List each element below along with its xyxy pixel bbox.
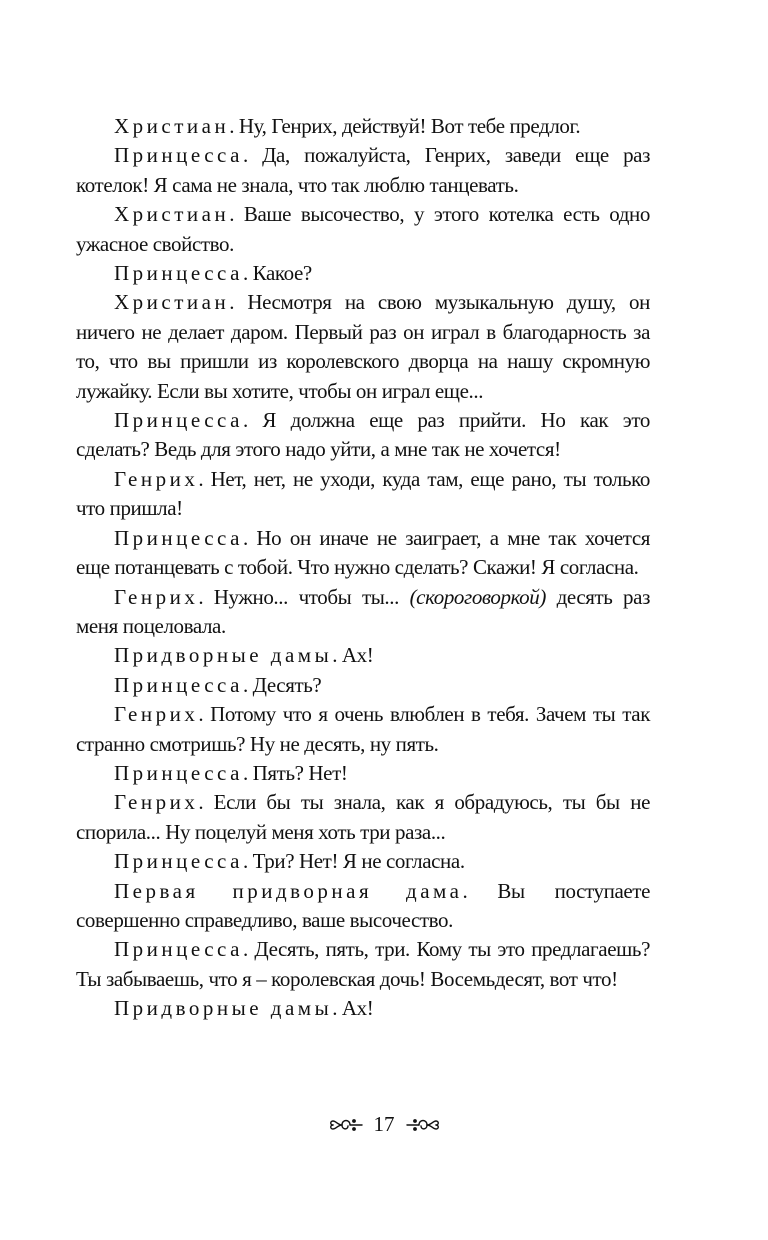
dialogue-line: Придворные дамы. Ах! — [114, 643, 374, 668]
speaker-name: Принцесса — [114, 672, 243, 697]
line-text: Если бы ты знала, как я обрадуюсь, ты бы не спорила... Ну поцелуй меня хоть три раза... — [76, 790, 650, 844]
line-text: Ах! — [341, 996, 374, 1021]
speaker-name: Генрих — [114, 466, 199, 491]
speaker-name: Принцесса — [114, 760, 243, 785]
speaker-name: Христиан — [114, 114, 230, 138]
line-text: Да, пожалуйста, Генрих, заведи еще раз котелок! Я сама не знала, что так люблю танцевать. — [76, 143, 650, 197]
dialogue-line: Принцесса. Десять? — [114, 672, 322, 697]
line-text-after: десять раз меня поцеловала. — [76, 584, 650, 638]
page-number: 17 — [373, 1112, 395, 1136]
dialogue-line: Принцесса. Какое? — [114, 261, 312, 286]
dialogue-line: Принцесса. Да, пожалуйста, Генрих, заведи еще раз котелок! Я сама не знала, что так люблю танцевать. — [76, 143, 650, 197]
scroll-ornament-icon — [405, 1115, 441, 1135]
dialogue-line: Принцесса. Три? Нет! Я не согласна. — [114, 849, 465, 874]
line-text: Несмотря на свою музыкальную душу, он ничего не делает даром. Первый раз он играл в благодарность за то, что вы пришли из королевского дворца на нашу скромную лужайку. Если вы хотите, чтобы он играл еще... — [76, 290, 650, 403]
line-text: Какое? — [252, 261, 312, 286]
line-text: Ну, Генрих, действуй! Вот тебе предлог. — [238, 114, 581, 138]
dialogue-line: Первая придворная дама. Вы поступаете совершенно справедливо, ваше высочество. — [76, 878, 651, 932]
dialogue-line: Генрих. Потому что я очень влюблен в тебя. Зачем ты так странно смотришь? Ну не десять, ну пять. — [76, 702, 650, 756]
dialogue-line: Христиан. Ну, Генрих, действуй! Вот тебе предлог. — [114, 114, 581, 138]
dialogue-line: Христиан. Ваше высочество, у этого котелка есть одно ужасное свойство. — [76, 202, 650, 256]
line-text: Потому что я очень влюблен в тебя. Зачем ты так странно смотришь? Ну не десять, ну пять. — [76, 702, 650, 756]
speaker-name: Принцесса — [114, 849, 243, 874]
line-text: Три? Нет! Я не согласна. — [252, 849, 465, 874]
speaker-name: Принцесса — [114, 408, 243, 433]
speaker-name: Принцесса — [114, 261, 243, 286]
dialogue-line: Христиан. Несмотря на свою музыкальную душу, он ничего не делает даром. Первый раз он играл в благодарность за то, что вы пришли из королевского дворца на нашу скромную лужайку. Если вы хотите, чтобы он играл еще... — [76, 290, 650, 403]
speaker-name: Генрих — [114, 702, 199, 727]
speaker-name: Принцесса — [114, 143, 243, 168]
line-text: Нужно... чтобы ты... — [213, 584, 399, 609]
line-text: Я должна еще раз прийти. Но как это сделать? Ведь для этого надо уйти, а мне так не хочется! — [76, 408, 650, 462]
speaker-name: Принцесса — [114, 937, 243, 962]
speaker-name: Первая придворная дама — [114, 878, 463, 903]
dialogue-line: Принцесса. Но он иначе не заиграет, а мне так хочется еще потанцевать с тобой. Что нужно сделать? Скажи! Я согласна. — [76, 525, 651, 580]
dialogue-line: Генрих. Нет, нет, не уходи, куда там, еще рано, ты только что пришла! — [76, 466, 650, 521]
page-footer — [0, 1112, 768, 1137]
play-text — [76, 112, 650, 1024]
line-text: Пять? Нет! — [252, 760, 348, 785]
line-text: Десять, пять, три. Кому ты это предлагаешь? Ты забываешь, что я – королевская дочь! Восемьдесят, вот что! — [76, 937, 650, 991]
speaker-name: Принцесса — [114, 525, 243, 550]
line-text: Нет, нет, не уходи, куда там, еще рано, ты только что пришла! — [76, 466, 650, 521]
dialogue-line: Принцесса. Я должна еще раз прийти. Но как это сделать? Ведь для этого надо уйти, а мне так не хочется! — [76, 408, 650, 462]
speaker-name: Христиан — [114, 202, 230, 227]
speaker-name: Придворные дамы — [114, 643, 333, 668]
dialogue-line: Принцесса. Десять, пять, три. Кому ты это предлагаешь? Ты забываешь, что я – королевская дочь! Восемьдесят, вот что! — [76, 937, 650, 991]
line-text: Вы поступаете совершенно справедливо, ваше высочество. — [76, 878, 651, 932]
line-text: Но он иначе не заиграет, а мне так хочется еще потанцевать с тобой. Что нужно сделать? Скажи! Я согласна. — [76, 525, 651, 580]
speaker-name: Христиан — [114, 290, 230, 315]
dialogue-line: Придворные дамы. Ах! — [114, 996, 374, 1021]
line-text: Ваше высочество, у этого котелка есть одно ужасное свойство. — [76, 202, 650, 256]
speaker-name: Придворные дамы — [114, 996, 333, 1021]
speaker-name: Генрих — [114, 584, 199, 609]
stage-direction: (скороговоркой) — [409, 584, 546, 609]
dialogue-line: Принцесса. Пять? Нет! — [114, 760, 348, 785]
dialogue-line: Генрих. Нужно... чтобы ты... (скороговоркой) десять раз меня поцеловала. — [76, 584, 650, 638]
line-text: Десять? — [252, 672, 322, 697]
speaker-name: Генрих — [114, 790, 199, 815]
scroll-ornament-icon — [328, 1115, 364, 1135]
line-text: Ах! — [341, 643, 374, 668]
dialogue-line: Генрих. Если бы ты знала, как я обрадуюсь, ты бы не спорила... Ну поцелуй меня хоть три раза... — [76, 790, 650, 844]
